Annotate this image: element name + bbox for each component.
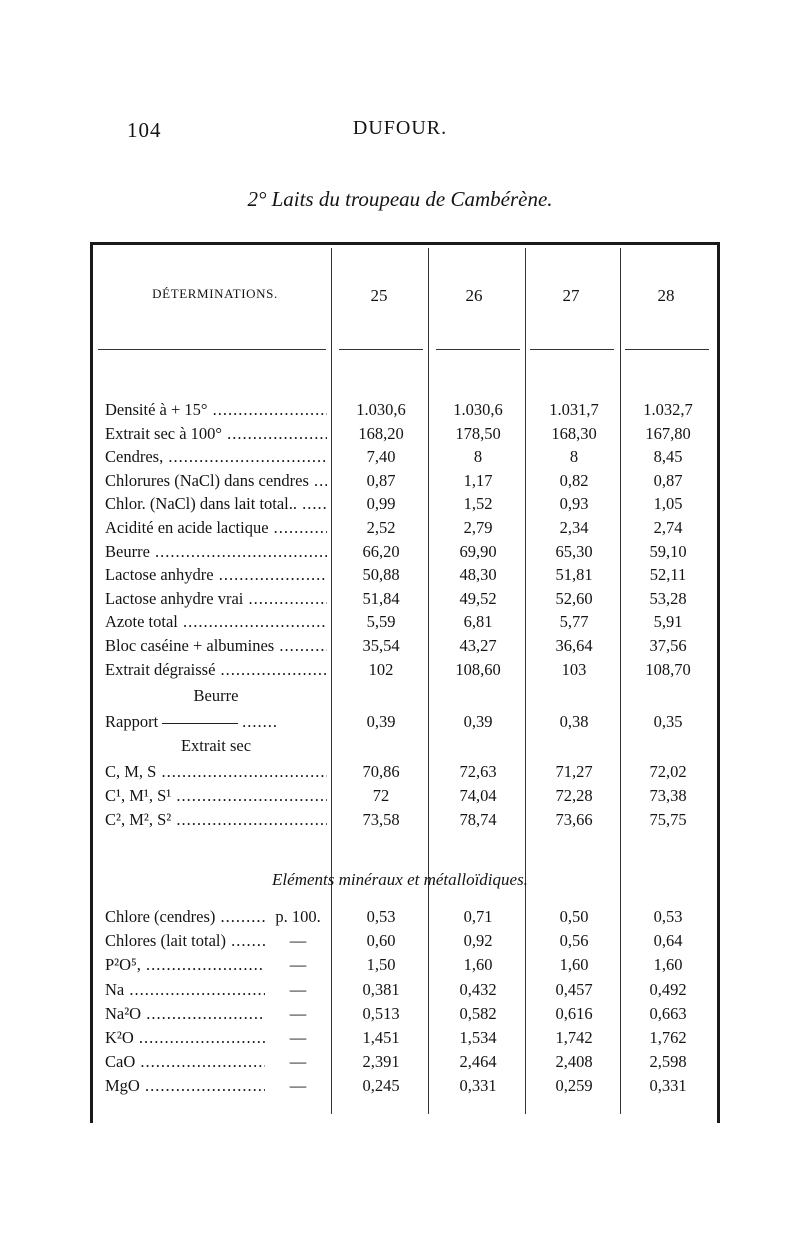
table-cell: 1,534 xyxy=(459,1028,497,1047)
row-label: C, M, S ..... xyxy=(105,762,327,782)
table-cell: 0,492 xyxy=(649,979,687,999)
column-header: 27 xyxy=(562,286,580,305)
table-row xyxy=(0,686,800,710)
table-cell: 0,92 xyxy=(463,931,493,951)
ditto-dash: — xyxy=(289,1028,307,1047)
table-cell: 37,56 xyxy=(649,636,687,655)
table-cell: 51,84 xyxy=(362,588,400,608)
row-label: Cendres, ..... xyxy=(105,447,327,467)
table-cell: 70,86 xyxy=(362,762,400,781)
table-cell: 1.032,7 xyxy=(643,400,693,419)
table-cell: 7,40 xyxy=(366,447,396,467)
table-cell: 0,82 xyxy=(559,470,589,490)
table-cell: 2,74 xyxy=(653,518,683,537)
table-row xyxy=(0,565,800,589)
table-cell: 8 xyxy=(569,447,579,467)
row-label: Na²O ..... xyxy=(105,1004,265,1024)
table-cell: 72,02 xyxy=(649,762,687,781)
mineral-row xyxy=(0,1004,800,1028)
table-row xyxy=(0,494,800,518)
table-row xyxy=(0,786,800,810)
mineral-row xyxy=(0,1028,800,1052)
row-label: CaO ..... xyxy=(105,1052,265,1072)
row-label: Lactose anhydre ..... xyxy=(105,565,327,585)
table-cell: 1,762 xyxy=(649,1028,687,1047)
page-number: 104 xyxy=(127,118,162,142)
ratio-dots: ....... xyxy=(242,712,279,731)
table-row xyxy=(0,612,800,636)
ditto-dash: — xyxy=(289,979,307,999)
table-row xyxy=(0,736,800,760)
table-cell: 6,81 xyxy=(463,612,493,632)
table-cell: 2,464 xyxy=(459,1052,497,1072)
row-label: Chlorures (NaCl) dans cendres ..... xyxy=(105,471,327,491)
table-cell: 0,87 xyxy=(653,470,683,490)
table-cell: 2,52 xyxy=(366,518,396,537)
table-cell: 8 xyxy=(473,447,483,467)
table-row xyxy=(0,636,800,660)
table-cell: 1.030,6 xyxy=(356,400,406,419)
table-cell: 102 xyxy=(368,659,394,679)
table-cell: 1,742 xyxy=(555,1028,593,1047)
row-label: P²O⁵, ..... xyxy=(105,955,265,975)
table-cell: 0,93 xyxy=(559,494,589,514)
header-rule xyxy=(625,349,709,350)
row-label: K²O ..... xyxy=(105,1028,265,1048)
table-row xyxy=(0,471,800,495)
table-cell: 5,91 xyxy=(653,612,683,632)
row-label: Azote total ..... xyxy=(105,612,327,632)
row-label: Chlores (lait total) ..... xyxy=(105,931,265,951)
table-cell: 78,74 xyxy=(459,810,497,829)
row-label: C², M², S² ..... xyxy=(105,810,327,830)
table-cell: 0,87 xyxy=(366,470,396,490)
table-cell: 0,331 xyxy=(459,1076,497,1096)
ratio-label xyxy=(105,712,327,732)
table-cell: 73,38 xyxy=(649,786,687,805)
table-row xyxy=(0,424,800,448)
table-cell: 0,331 xyxy=(649,1076,687,1096)
table-cell: 0,56 xyxy=(559,931,589,951)
row-label: Extrait dégraissé ..... xyxy=(105,660,327,680)
mineral-row xyxy=(0,1052,800,1076)
table-cell: 1,60 xyxy=(559,955,589,975)
table-cell: 65,30 xyxy=(555,541,593,561)
mineral-row xyxy=(0,1076,800,1100)
table-cell: 74,04 xyxy=(459,786,497,805)
ditto-dash: — xyxy=(289,1076,307,1096)
table-cell: 1,50 xyxy=(366,955,396,975)
ratio-denominator: Extrait sec xyxy=(180,736,252,755)
row-label: Beurre ..... xyxy=(105,542,327,562)
table-cell: 8,45 xyxy=(653,447,683,467)
fraction-bar xyxy=(162,723,238,724)
table-cell: 1.030,6 xyxy=(453,400,503,419)
row-label: Bloc caséine + albumines ..... xyxy=(105,636,327,656)
mineral-row xyxy=(0,955,800,979)
table-row xyxy=(0,810,800,834)
header-rule xyxy=(339,349,423,350)
column-header: 28 xyxy=(657,286,675,305)
table-cell: 0,432 xyxy=(459,979,497,999)
table-cell: 0,53 xyxy=(653,907,683,926)
table-cell: 72,28 xyxy=(555,786,593,805)
row-label: Chlore (cendres) ..... xyxy=(105,907,265,927)
table-cell: 0,53 xyxy=(366,907,396,926)
ditto-dash: — xyxy=(289,931,307,951)
table-row xyxy=(0,762,800,786)
table-cell: 43,27 xyxy=(459,636,497,655)
mineral-row xyxy=(0,931,800,955)
table-cell: 2,391 xyxy=(362,1052,400,1072)
table-row xyxy=(0,589,800,613)
table-cell: 167,80 xyxy=(645,423,691,443)
table-cell: 0,38 xyxy=(559,712,589,731)
row-label: Densité à + 15° ..... xyxy=(105,400,327,420)
table-cell: 0,35 xyxy=(653,712,683,731)
table-cell: 5,77 xyxy=(559,612,589,632)
table-cell: 0,381 xyxy=(362,979,400,999)
table-cell: 50,88 xyxy=(362,565,400,585)
row-label: Extrait sec à 100° ..... xyxy=(105,424,327,444)
mineral-row xyxy=(0,907,800,931)
table-cell: 2,408 xyxy=(555,1052,593,1072)
column-header: 25 xyxy=(370,286,388,305)
table-cell: 1,451 xyxy=(362,1028,400,1047)
table-cell: 53,28 xyxy=(649,588,687,608)
table-row xyxy=(0,447,800,471)
table-cell: 36,64 xyxy=(555,636,593,655)
table-cell: 0,616 xyxy=(555,1003,593,1023)
row-label: Na ..... xyxy=(105,980,265,1000)
table-cell: 1,17 xyxy=(463,470,493,490)
row-label: Lactose anhydre vrai ..... xyxy=(105,589,327,609)
table-cell: 168,20 xyxy=(358,423,404,443)
ditto-dash: — xyxy=(289,1052,307,1072)
table-cell: 35,54 xyxy=(362,636,400,655)
header-rule xyxy=(436,349,520,350)
mineral-row xyxy=(0,980,800,1004)
table-cell: 5,59 xyxy=(366,612,396,632)
table-cell: 1,60 xyxy=(463,955,493,975)
ditto-dash: — xyxy=(289,1003,307,1023)
table-row xyxy=(0,660,800,684)
table-row xyxy=(0,542,800,566)
header-rule xyxy=(98,349,326,350)
table-cell: 0,64 xyxy=(653,931,683,951)
table-cell: 0,39 xyxy=(366,712,396,731)
table-cell: 0,513 xyxy=(362,1003,400,1023)
row-label: Acidité en acide lactique ..... xyxy=(105,518,327,538)
table-cell: 48,30 xyxy=(459,565,497,585)
table-cell: 108,70 xyxy=(645,659,691,679)
ratio-label-text: Rapport xyxy=(105,712,159,731)
table-cell: 72 xyxy=(372,786,390,805)
table-cell: 0,259 xyxy=(555,1076,593,1096)
row-label: C¹, M¹, S¹ ..... xyxy=(105,786,327,806)
table-cell: 52,11 xyxy=(649,565,687,585)
table-cell: 178,50 xyxy=(455,423,501,443)
table-cell: 1,52 xyxy=(463,494,493,514)
table-row xyxy=(0,400,800,424)
header-rule xyxy=(530,349,614,350)
row-label: Chlor. (NaCl) dans lait total.. ..... xyxy=(105,494,327,514)
table-cell: 0,245 xyxy=(362,1076,400,1096)
table-cell: 73,58 xyxy=(362,810,400,829)
table-cell: 2,34 xyxy=(559,518,589,537)
table-cell: 69,90 xyxy=(459,541,497,561)
table-cell: 1.031,7 xyxy=(549,400,599,419)
table-cell: 0,663 xyxy=(649,1003,687,1023)
column-header-determinations: DÉTERMINATIONS. xyxy=(152,286,278,301)
table-cell: 72,63 xyxy=(459,762,497,781)
table-cell: 2,79 xyxy=(463,518,493,537)
table-cell: 0,71 xyxy=(463,907,493,926)
table-cell: 49,52 xyxy=(459,588,497,608)
table-row xyxy=(0,712,800,736)
column-header: 26 xyxy=(465,286,483,305)
unit-label: p. 100. xyxy=(275,907,321,926)
table-cell: 75,75 xyxy=(649,810,687,829)
table-cell: 52,60 xyxy=(555,588,593,608)
table-cell: 2,598 xyxy=(649,1052,687,1072)
minerals-heading: Eléments minéraux et métalloïdiques. xyxy=(272,870,528,889)
table-cell: 0,99 xyxy=(366,494,396,514)
table-cell: 0,60 xyxy=(366,931,396,951)
table-cell: 103 xyxy=(561,659,587,679)
ditto-dash: — xyxy=(289,955,307,975)
table-cell: 0,582 xyxy=(459,1003,497,1023)
table-cell: 66,20 xyxy=(362,541,400,561)
table-cell: 0,39 xyxy=(463,712,493,731)
running-head: DUFOUR. xyxy=(352,117,448,139)
table-cell: 59,10 xyxy=(649,541,687,561)
table-cell: 0,457 xyxy=(555,979,593,999)
table-row xyxy=(0,518,800,542)
row-label: MgO ..... xyxy=(105,1076,265,1096)
table-cell: 1,60 xyxy=(653,955,683,975)
table-cell: 51,81 xyxy=(555,565,593,585)
table-cell: 168,30 xyxy=(551,423,597,443)
table-cell: 108,60 xyxy=(455,659,501,679)
table-cell: 73,66 xyxy=(555,810,593,829)
ratio-numerator: Beurre xyxy=(193,686,239,705)
table-cell: 1,05 xyxy=(653,494,683,514)
table-cell: 0,50 xyxy=(559,907,589,926)
section-title: 2° Laits du troupeau de Cambérène. xyxy=(247,187,553,211)
table-cell: 71,27 xyxy=(555,762,593,781)
